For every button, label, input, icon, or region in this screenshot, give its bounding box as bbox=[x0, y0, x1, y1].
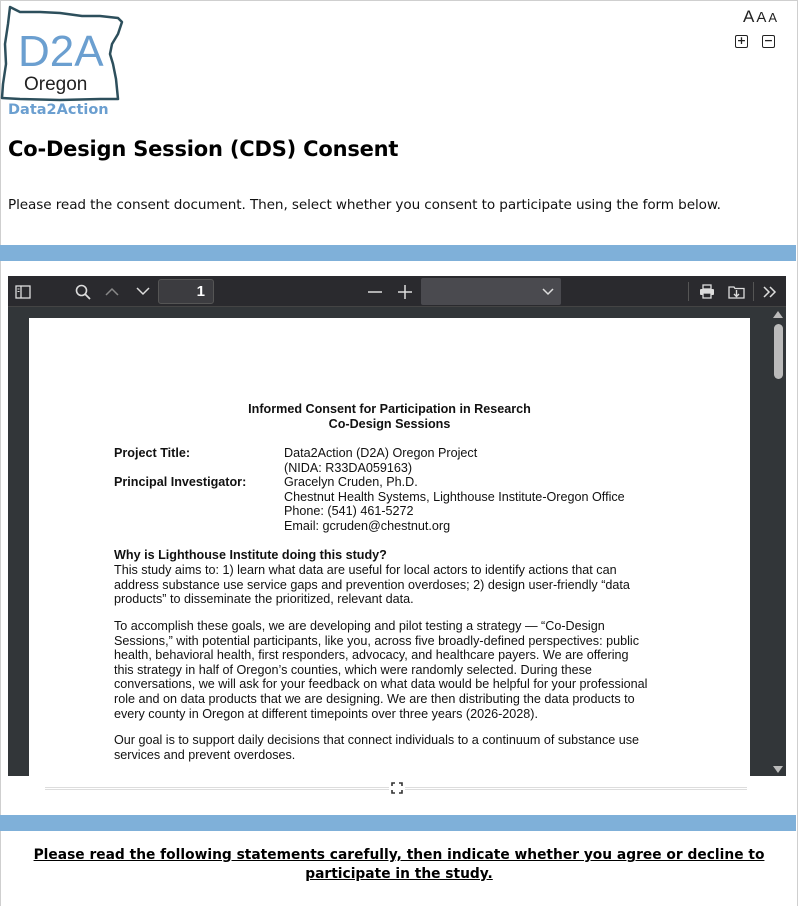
intro-text: Please read the consent document. Then, select whether you consent to participate using the form below. bbox=[8, 197, 721, 213]
zoom-in-icon[interactable]: + bbox=[736, 34, 747, 47]
chevron-down-icon[interactable] bbox=[132, 276, 154, 307]
minus-icon[interactable] bbox=[364, 276, 386, 307]
search-icon[interactable] bbox=[72, 276, 94, 307]
project-title-label: Project Title: bbox=[114, 446, 191, 460]
chevron-up-icon[interactable] bbox=[101, 276, 123, 307]
logo-tagline: Data2Action bbox=[8, 102, 109, 118]
pdf-viewer[interactable] bbox=[8, 276, 786, 776]
paragraph-line: every county in Oregon at different timepoints over three years (2026-2028). bbox=[114, 706, 538, 721]
paragraph-line: This study aims to: 1) learn what data are useful for local actors to identify actions that can bbox=[114, 563, 617, 577]
section-divider-band bbox=[0, 245, 796, 261]
paragraph-line: address substance use service gaps and prevention overdoses; 2) design user-friendly “data bbox=[114, 577, 630, 592]
toolbar-separator bbox=[688, 282, 689, 301]
pi-label: Principal Investigator: bbox=[114, 475, 247, 489]
sidebar-toggle-icon[interactable] bbox=[12, 276, 34, 307]
page-number-input[interactable]: 1 bbox=[158, 279, 214, 304]
document-title-line2: Co-Design Sessions bbox=[328, 417, 451, 431]
pdf-page bbox=[29, 318, 750, 776]
paragraph-line: Our goal is to support daily decisions that connect individuals to a continuum of substance use bbox=[114, 733, 640, 747]
pdf-toolbar bbox=[8, 276, 786, 307]
plus-icon[interactable] bbox=[394, 276, 416, 307]
paragraph-line: Sessions,” with potential participants, like you, across five broadly-defined perspectives: public bbox=[114, 633, 640, 648]
chevron-down-icon bbox=[542, 288, 554, 296]
download-icon[interactable] bbox=[725, 276, 747, 307]
paragraph-line: health, behavioral health, first responders, advocacy, and healthcare payers. We are offering bbox=[114, 648, 629, 663]
pi-email: Email: gcruden@chestnut.org bbox=[284, 519, 451, 533]
logo-oregon-text: Oregon bbox=[24, 74, 88, 95]
project-grant-value: (NIDA: R33DA059163) bbox=[284, 461, 413, 475]
font-size-large[interactable]: A bbox=[743, 7, 755, 26]
scroll-up-arrow-icon[interactable] bbox=[773, 311, 783, 318]
d2a-oregon-logo[interactable] bbox=[0, 4, 130, 120]
pi-name: Gracelyn Cruden, Ph.D. bbox=[284, 475, 418, 489]
toolbar-separator bbox=[753, 282, 754, 301]
paragraph-line: To accomplish these goals, we are developing and pilot testing a strategy — “Co-Design bbox=[114, 619, 605, 633]
expand-icon[interactable] bbox=[389, 780, 405, 796]
pi-phone: Phone: (541) 461-5272 bbox=[284, 504, 414, 518]
page-zoom-controls bbox=[735, 35, 775, 48]
font-size-medium[interactable]: A bbox=[756, 9, 767, 26]
paragraph-line: services and prevent overdoses. bbox=[114, 747, 296, 762]
more-tools-icon[interactable] bbox=[759, 276, 781, 307]
paragraph-aims bbox=[114, 563, 674, 607]
font-size-small[interactable]: A bbox=[768, 10, 778, 25]
scrollbar-thumb[interactable] bbox=[774, 324, 783, 379]
zoom-level-select[interactable] bbox=[421, 278, 561, 305]
section-divider-band bbox=[0, 815, 796, 831]
document-title-line1: Informed Consent for Participation in Research bbox=[248, 402, 531, 416]
font-size-control[interactable] bbox=[743, 7, 777, 27]
paragraph-line: products” to disseminate the prioritized, relevant data. bbox=[114, 592, 414, 607]
pi-organization: Chestnut Health Systems, Lighthouse Institute-Oregon Office bbox=[284, 490, 625, 504]
paragraph-goal bbox=[114, 733, 674, 762]
print-icon[interactable] bbox=[696, 276, 718, 307]
paragraph-line: conversations, we will ask for your feedback on what data would be helpful for your professional bbox=[114, 677, 648, 692]
consent-instruction-text: Please read the following statements carefully, then indicate whether you agree or decline to participate in the study. bbox=[33, 847, 765, 882]
project-title-value: Data2Action (D2A) Oregon Project bbox=[284, 446, 478, 460]
zoom-out-icon[interactable]: − bbox=[763, 34, 774, 47]
logo-d2a-text: D2A bbox=[18, 27, 104, 76]
paragraph-line: role and on data products that we are designing. We are then distributing the data products to bbox=[114, 691, 635, 706]
page-title: Co-Design Session (CDS) Consent bbox=[8, 137, 399, 161]
paragraph-line: this strategy in half of Oregon’s counties, which were randomly selected. During these bbox=[114, 662, 592, 677]
paragraph-approach bbox=[114, 619, 674, 721]
scroll-down-arrow-icon[interactable] bbox=[773, 766, 783, 773]
document-title bbox=[29, 402, 750, 432]
section-heading-why: Why is Lighthouse Institute doing this study? bbox=[114, 548, 387, 562]
